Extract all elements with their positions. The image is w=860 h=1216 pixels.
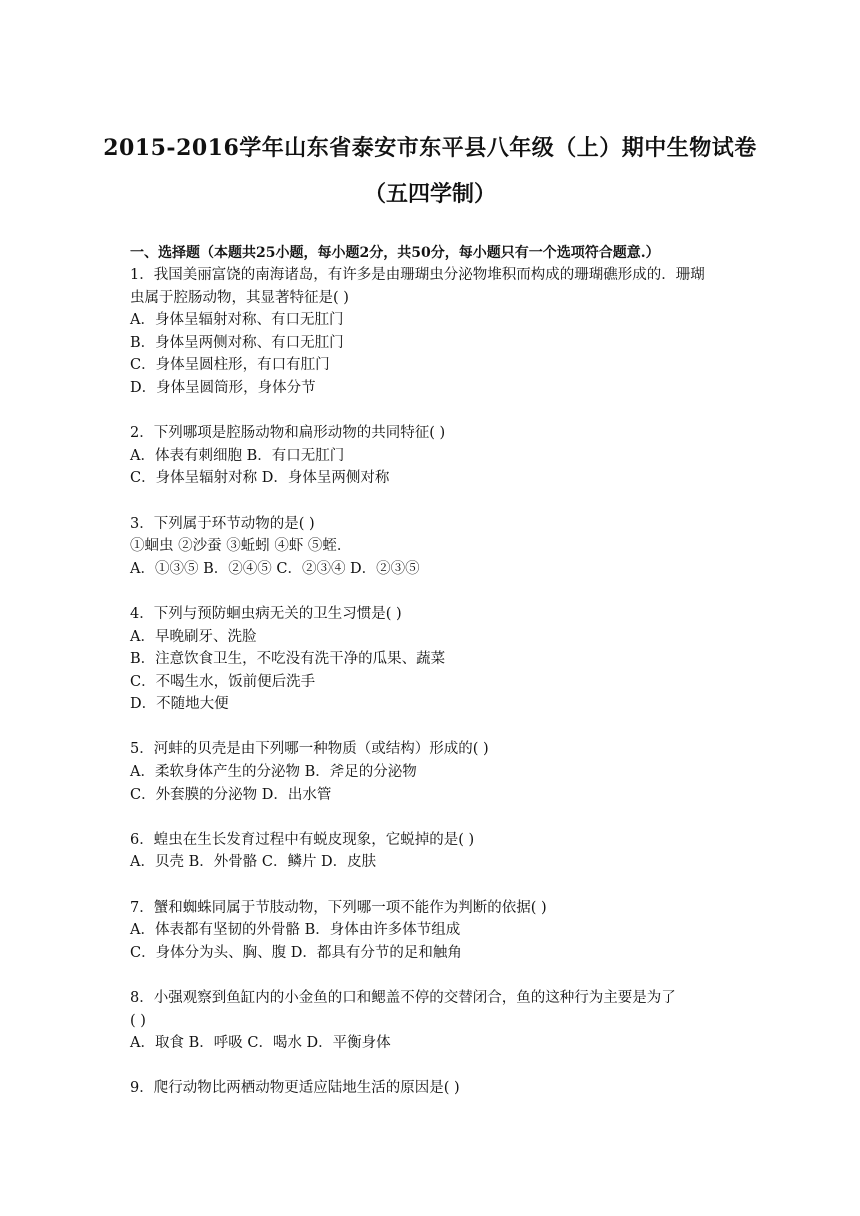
- question-6: [130, 829, 734, 874]
- question-line: C．身体呈圆柱形，有口有肛门: [130, 357, 330, 374]
- question-line: A．体表都有坚韧的外骨骼 B．身体由许多体节组成: [130, 922, 461, 939]
- question-list: [130, 264, 734, 1100]
- question-line: B．注意饮食卫生，不吃没有洗干净的瓜果、蔬菜: [130, 651, 446, 668]
- exam-title: 2015-2016学年山东省泰安市东平县八年级（上）期中生物试卷: [103, 135, 757, 161]
- question-stem: 8．小强观察到鱼缸内的小金鱼的口和鳃盖不停的交替闭合，鱼的这种行为主要是为了: [130, 990, 676, 1006]
- question-spacer: [130, 1055, 734, 1078]
- question-spacer: [130, 806, 734, 829]
- question-stem: 6．蝗虫在生长发育过程中有蜕皮现象，它蜕掉的是( ): [130, 831, 475, 848]
- question-1: [130, 264, 734, 400]
- question-line: A．柔软身体产生的分泌物 B．斧足的分泌物: [130, 764, 417, 781]
- question-line: B．身体呈两侧对称、有口无肛门: [130, 334, 344, 351]
- question-line: A．贝壳 B．外骨骼 C．鳞片 D．皮肤: [130, 854, 377, 871]
- question-line: ( ): [130, 1012, 146, 1029]
- question-stem: 9．爬行动物比两栖动物更适应陆地生活的原因是( ): [130, 1080, 460, 1097]
- question-line: 虫属于腔肠动物，其显著特征是( ): [130, 289, 349, 306]
- question-2: [130, 422, 734, 490]
- question-7: [130, 897, 734, 965]
- question-stem: 7．蟹和蜘蛛同属于节肢动物，下列哪一项不能作为判断的依据( ): [130, 899, 547, 916]
- question-8: [130, 987, 734, 1055]
- question-line: A．取食 B．呼吸 C．喝水 D．平衡身体: [130, 1035, 391, 1052]
- question-spacer: [130, 490, 734, 513]
- question-4: [130, 603, 734, 716]
- question-line: C．外套膜的分泌物 D．出水管: [130, 786, 332, 803]
- question-stem: 5．河蚌的贝壳是由下列哪一种物质（或结构）形成的( ): [130, 741, 489, 758]
- question-spacer: [130, 964, 734, 987]
- question-line: C．不喝生水，饭前便后洗手: [130, 673, 316, 690]
- question-spacer: [130, 400, 734, 423]
- question-spacer: [130, 580, 734, 603]
- question-5: [130, 738, 734, 806]
- section-header: 一、选择题（本题共25小题，每小题2分，共50分，每小题只有一个选项符合题意.）: [130, 245, 660, 261]
- question-line: A．体表有刺细胞 B．有口无肛门: [130, 447, 345, 464]
- exam-subtitle: （五四学制）: [363, 181, 496, 207]
- question-spacer: [130, 716, 734, 739]
- question-line: A．身体呈辐射对称、有口无肛门: [130, 312, 344, 329]
- question-stem: 2．下列哪项是腔肠动物和扁形动物的共同特征( ): [130, 425, 446, 442]
- question-spacer: [130, 874, 734, 897]
- question-line: C．身体分为头、胸、腹 D．都具有分节的足和触角: [130, 944, 462, 961]
- question-3: [130, 513, 734, 581]
- question-9: [130, 1077, 734, 1100]
- question-stem: 4．下列与预防蛔虫病无关的卫生习惯是( ): [130, 605, 402, 622]
- question-stem: 3．下列属于环节动物的是( ): [130, 515, 315, 532]
- question-line: C．身体呈辐射对称 D．身体呈两侧对称: [130, 470, 390, 487]
- question-line: D．身体呈圆筒形，身体分节: [130, 379, 316, 396]
- question-line: ①蛔虫 ②沙蚕 ③蚯蚓 ④虾 ⑤蛭．: [130, 538, 352, 555]
- question-line: A．早晚刷牙、洗脸: [130, 628, 257, 645]
- question-line: A．①③⑤ B．②④⑤ C．②③④ D．②③⑤: [130, 560, 420, 577]
- question-stem: 1．我国美丽富饶的南海诸岛，有许多是由珊瑚虫分泌物堆积而构成的珊瑚礁形成的．珊瑚: [130, 267, 705, 283]
- question-line: D．不随地大便: [130, 696, 229, 713]
